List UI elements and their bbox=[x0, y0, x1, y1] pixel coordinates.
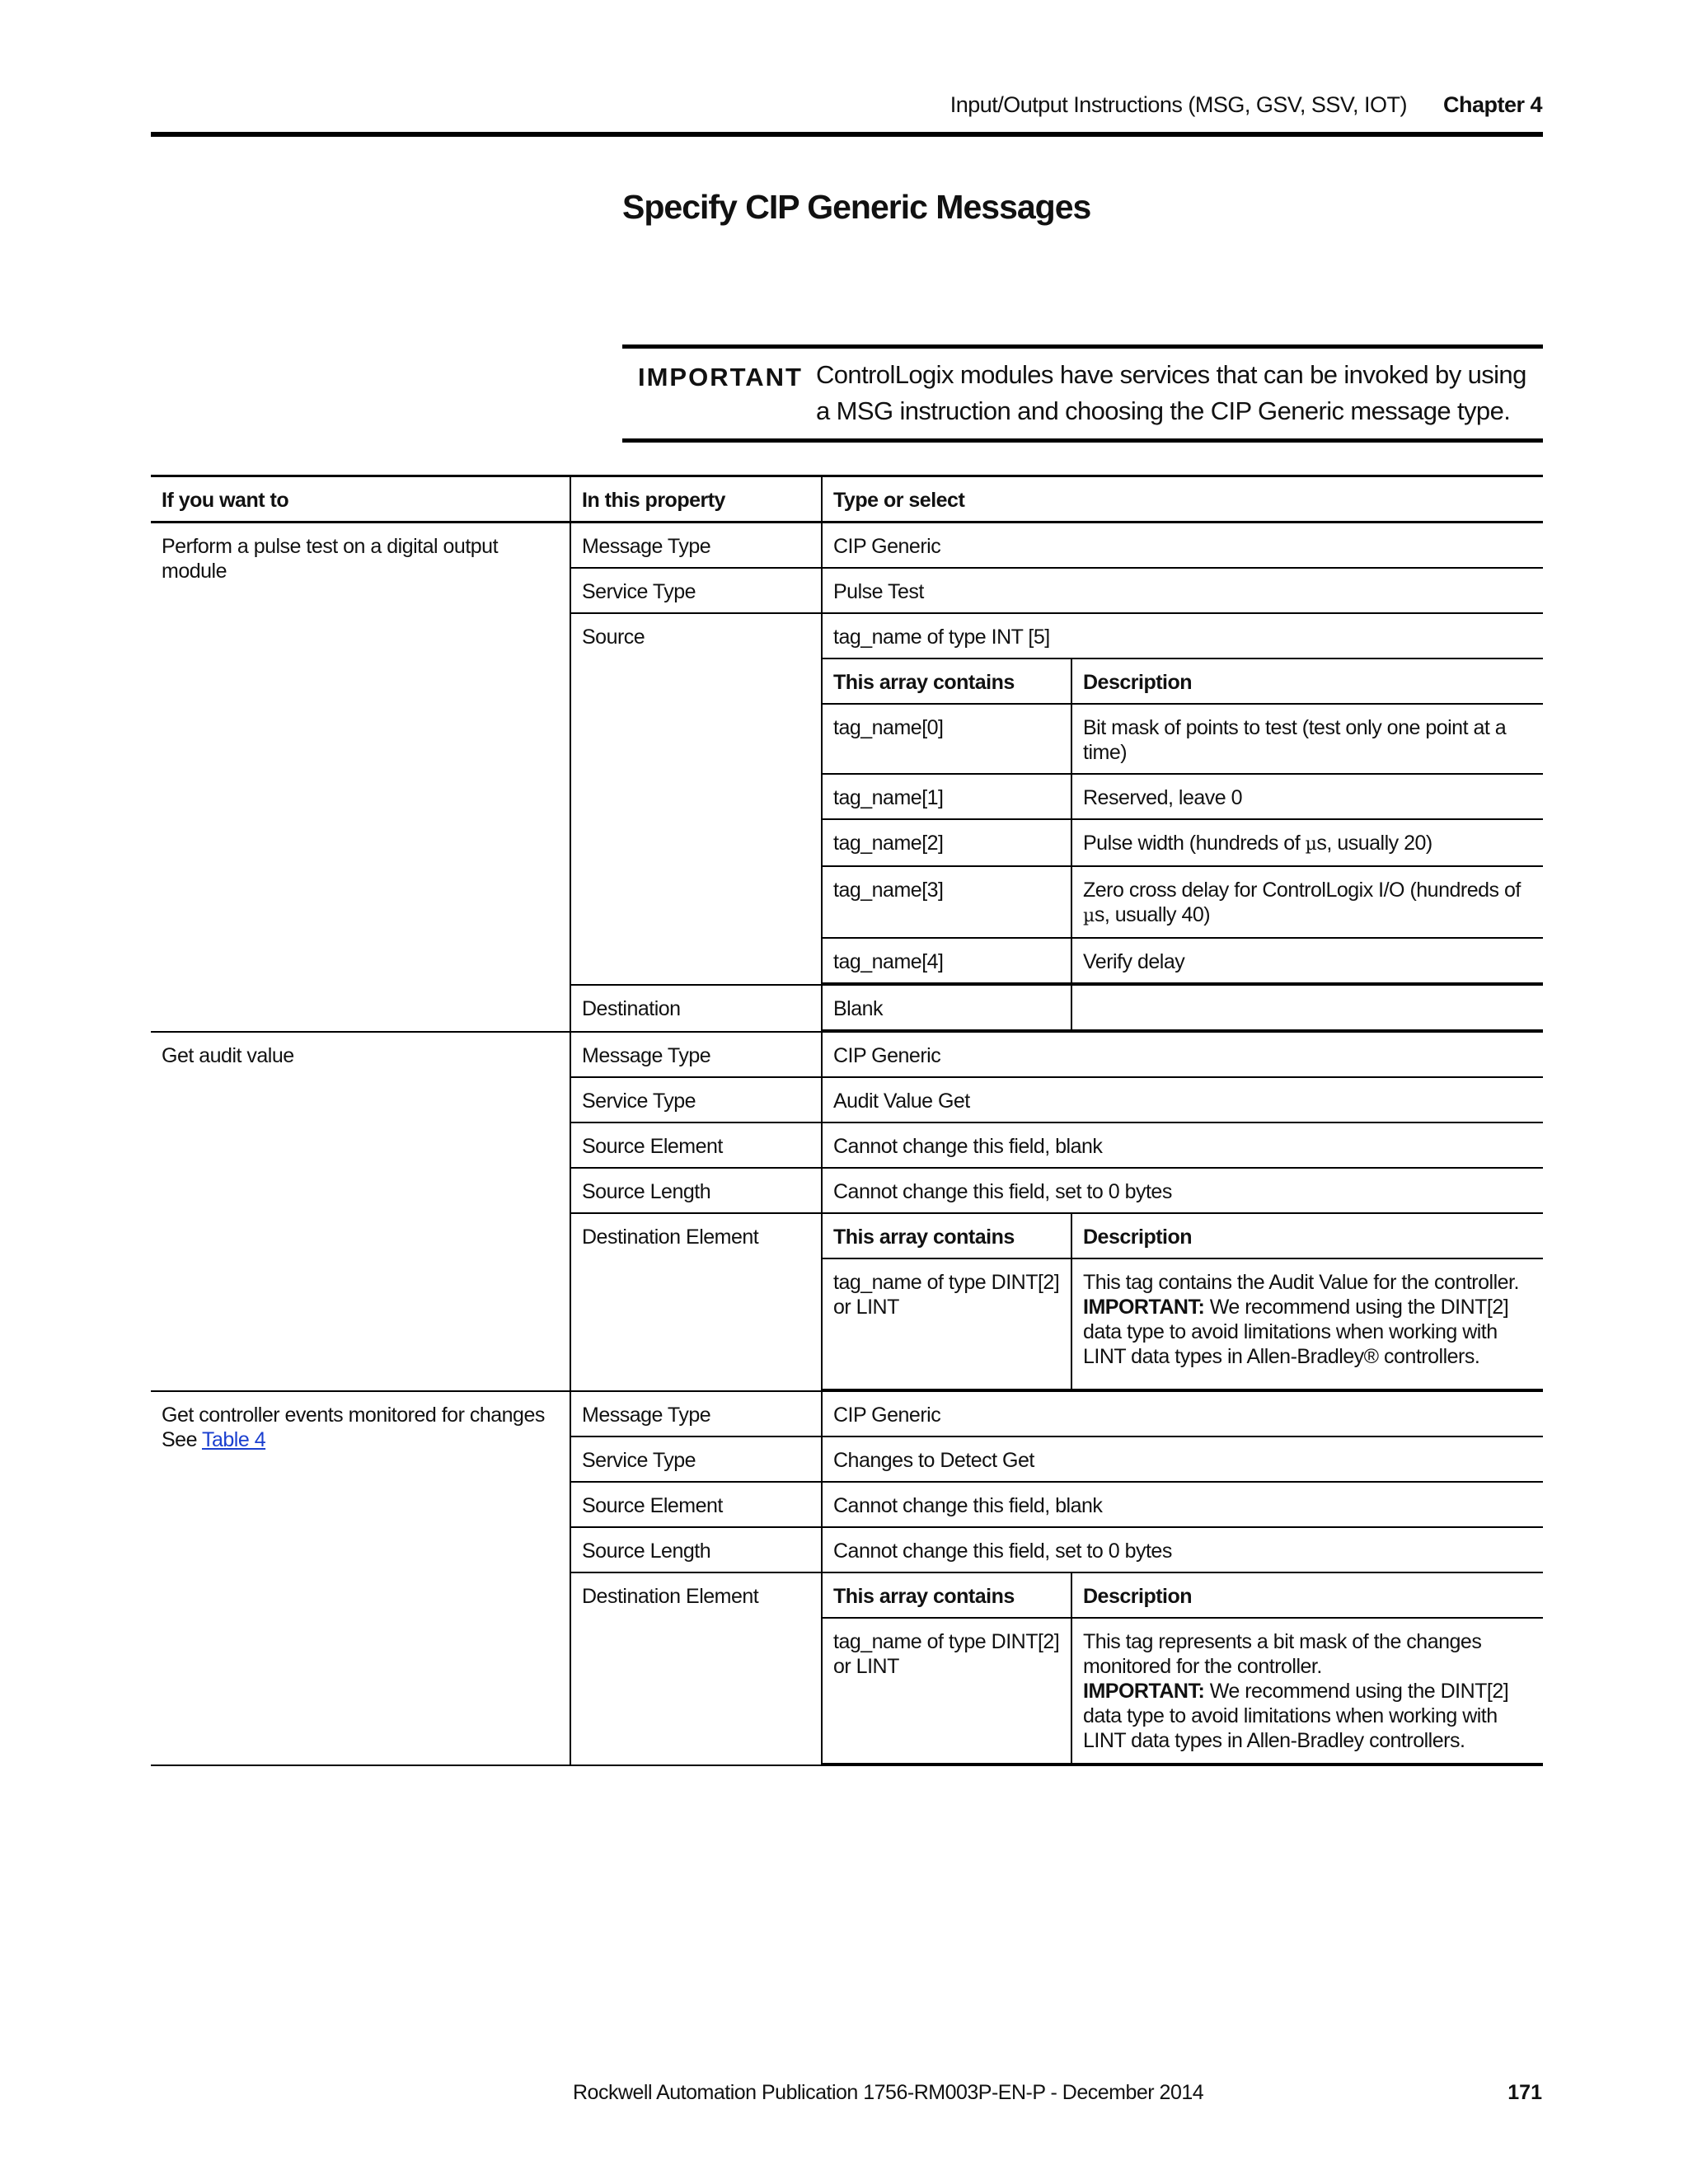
array-description bbox=[1071, 866, 1543, 938]
value-cell: CIP Generic bbox=[822, 1391, 1543, 1436]
property-cell: Source bbox=[570, 613, 822, 985]
destination-cell bbox=[822, 985, 1543, 1032]
array-row bbox=[823, 774, 1543, 819]
important-note-label: IMPORTANT: bbox=[1083, 1296, 1205, 1319]
array-description bbox=[1071, 1258, 1543, 1390]
array-description bbox=[1071, 819, 1543, 866]
task-cell-audit: Get audit value bbox=[151, 1032, 570, 1391]
sub-header-array: This array contains bbox=[823, 1214, 1071, 1258]
cip-generic-table bbox=[151, 475, 1543, 1766]
property-cell: Message Type bbox=[570, 523, 822, 569]
value-cell: Cannot change this field, set to 0 bytes bbox=[822, 1527, 1543, 1572]
value-cell: Cannot change this field, set to 0 bytes bbox=[822, 1168, 1543, 1213]
important-text: ControlLogix modules have services that can be invoked by using a MSG instruction and choosing the CIP Generic message type. bbox=[816, 360, 1526, 425]
table-row bbox=[151, 1032, 1543, 1077]
property-cell: Source Length bbox=[570, 1168, 822, 1213]
sub-header-array: This array contains bbox=[823, 658, 1071, 704]
source-array-table bbox=[823, 614, 1543, 984]
array-element: tag_name of type DINT[2] or LINT bbox=[823, 1258, 1071, 1390]
array-description: Verify delay bbox=[1071, 938, 1543, 983]
array-description: Reserved, leave 0 bbox=[1071, 774, 1543, 819]
sub-header-row bbox=[823, 658, 1543, 704]
array-row bbox=[823, 704, 1543, 774]
array-element: tag_name[4] bbox=[823, 938, 1071, 983]
property-cell: Message Type bbox=[570, 1032, 822, 1077]
property-cell: Service Type bbox=[570, 568, 822, 613]
desc-text: s, usually 20) bbox=[1316, 832, 1432, 855]
property-cell: Source Element bbox=[570, 1482, 822, 1527]
header-rule bbox=[151, 132, 1543, 137]
table-row bbox=[151, 1391, 1543, 1436]
table-row bbox=[151, 523, 1543, 569]
destination-subtable-cell bbox=[822, 1213, 1543, 1391]
micro-symbol: µ bbox=[1305, 834, 1317, 855]
desc-text: Zero cross delay for ControlLogix I/O (hundreds of bbox=[1083, 879, 1521, 902]
array-row bbox=[823, 866, 1543, 938]
value-cell: CIP Generic bbox=[822, 523, 1543, 569]
page-number: 171 bbox=[1507, 2081, 1542, 2104]
running-header bbox=[950, 92, 1542, 118]
array-description: Bit mask of points to test (test only one point at a time) bbox=[1071, 704, 1543, 774]
property-cell: Destination bbox=[570, 985, 822, 1032]
important-label: IMPORTANT bbox=[638, 363, 803, 391]
array-description bbox=[1071, 1618, 1543, 1764]
value-cell: Cannot change this field, blank bbox=[822, 1122, 1543, 1168]
header-section: Input/Output Instructions (MSG, GSV, SSV, IOT) bbox=[950, 92, 1407, 117]
destination-subtable-cell bbox=[822, 1572, 1543, 1765]
value-cell: Audit Value Get bbox=[822, 1077, 1543, 1122]
empty-cell bbox=[1071, 986, 1543, 1030]
header-chapter: Chapter 4 bbox=[1442, 92, 1542, 117]
desc-text: We recommend using the DINT[2] data type to avoid limitations when working with LINT data types in Allen-Bradley controllers. bbox=[1083, 1680, 1509, 1752]
array-row bbox=[823, 819, 1543, 866]
sub-header-row bbox=[823, 1214, 1543, 1258]
col-header-task: If you want to bbox=[151, 476, 570, 523]
array-element: tag_name[1] bbox=[823, 774, 1071, 819]
col-header-value: Type or select bbox=[822, 476, 1543, 523]
array-element: tag_name[3] bbox=[823, 866, 1071, 938]
sub-header-description: Description bbox=[1071, 1214, 1543, 1258]
array-element: tag_name of type DINT[2] or LINT bbox=[823, 1618, 1071, 1764]
property-cell: Destination Element bbox=[570, 1572, 822, 1765]
sub-header-description: Description bbox=[1071, 1573, 1543, 1618]
desc-text: This tag contains the Audit Value for the controller. bbox=[1083, 1271, 1519, 1294]
array-row bbox=[823, 938, 1543, 983]
source-subtable-cell bbox=[822, 613, 1543, 985]
array-row bbox=[823, 1258, 1543, 1390]
destination-row bbox=[823, 986, 1543, 1030]
changes-array-table bbox=[823, 1573, 1543, 1765]
value-cell: tag_name of type INT [5] bbox=[823, 614, 1543, 658]
col-header-property: In this property bbox=[570, 476, 822, 523]
important-bottom-rule bbox=[622, 438, 1543, 443]
table-header-row bbox=[151, 476, 1543, 523]
page-title: Specify CIP Generic Messages bbox=[622, 188, 1091, 226]
task-cell-pulse: Perform a pulse test on a digital output module bbox=[151, 523, 570, 1033]
sub-header-array: This array contains bbox=[823, 1573, 1071, 1618]
array-row bbox=[823, 1618, 1543, 1764]
task-cell-changes bbox=[151, 1391, 570, 1765]
desc-text: s, usually 40) bbox=[1094, 903, 1211, 926]
value-cell: CIP Generic bbox=[822, 1032, 1543, 1077]
sub-header-row bbox=[823, 1573, 1543, 1618]
destination-subtable bbox=[823, 986, 1543, 1031]
desc-text: Pulse width (hundreds of bbox=[1083, 832, 1306, 855]
property-cell: Service Type bbox=[570, 1077, 822, 1122]
value-cell: Changes to Detect Get bbox=[822, 1436, 1543, 1482]
see-text: See bbox=[162, 1428, 202, 1451]
property-cell: Service Type bbox=[570, 1436, 822, 1482]
property-cell: Source Element bbox=[570, 1122, 822, 1168]
sub-header-description: Description bbox=[1071, 658, 1543, 704]
table-4-link[interactable]: Table 4 bbox=[201, 1428, 266, 1451]
source-type-row bbox=[823, 614, 1543, 658]
value-cell: Blank bbox=[823, 986, 1071, 1030]
value-cell: Cannot change this field, blank bbox=[822, 1482, 1543, 1527]
value-cell: Pulse Test bbox=[822, 568, 1543, 613]
important-note-label: IMPORTANT: bbox=[1083, 1680, 1205, 1703]
desc-text: This tag represents a bit mask of the changes monitored for the controller. bbox=[1083, 1630, 1482, 1678]
task-text: Get controller events monitored for changes bbox=[162, 1404, 545, 1427]
micro-symbol: µ bbox=[1083, 906, 1095, 926]
footer-publication: Rockwell Automation Publication 1756-RM003P-EN-P - December 2014 bbox=[573, 2081, 1204, 2104]
desc-text: We recommend using the DINT[2] data type to avoid limitations when working with LINT data types in Allen-Bradley® controllers. bbox=[1083, 1296, 1509, 1368]
array-element: tag_name[2] bbox=[823, 819, 1071, 866]
important-top-rule bbox=[622, 344, 1543, 349]
property-cell: Message Type bbox=[570, 1391, 822, 1436]
property-cell: Source Length bbox=[570, 1527, 822, 1572]
array-element: tag_name[0] bbox=[823, 704, 1071, 774]
property-cell: Destination Element bbox=[570, 1213, 822, 1391]
audit-array-table bbox=[823, 1214, 1543, 1390]
